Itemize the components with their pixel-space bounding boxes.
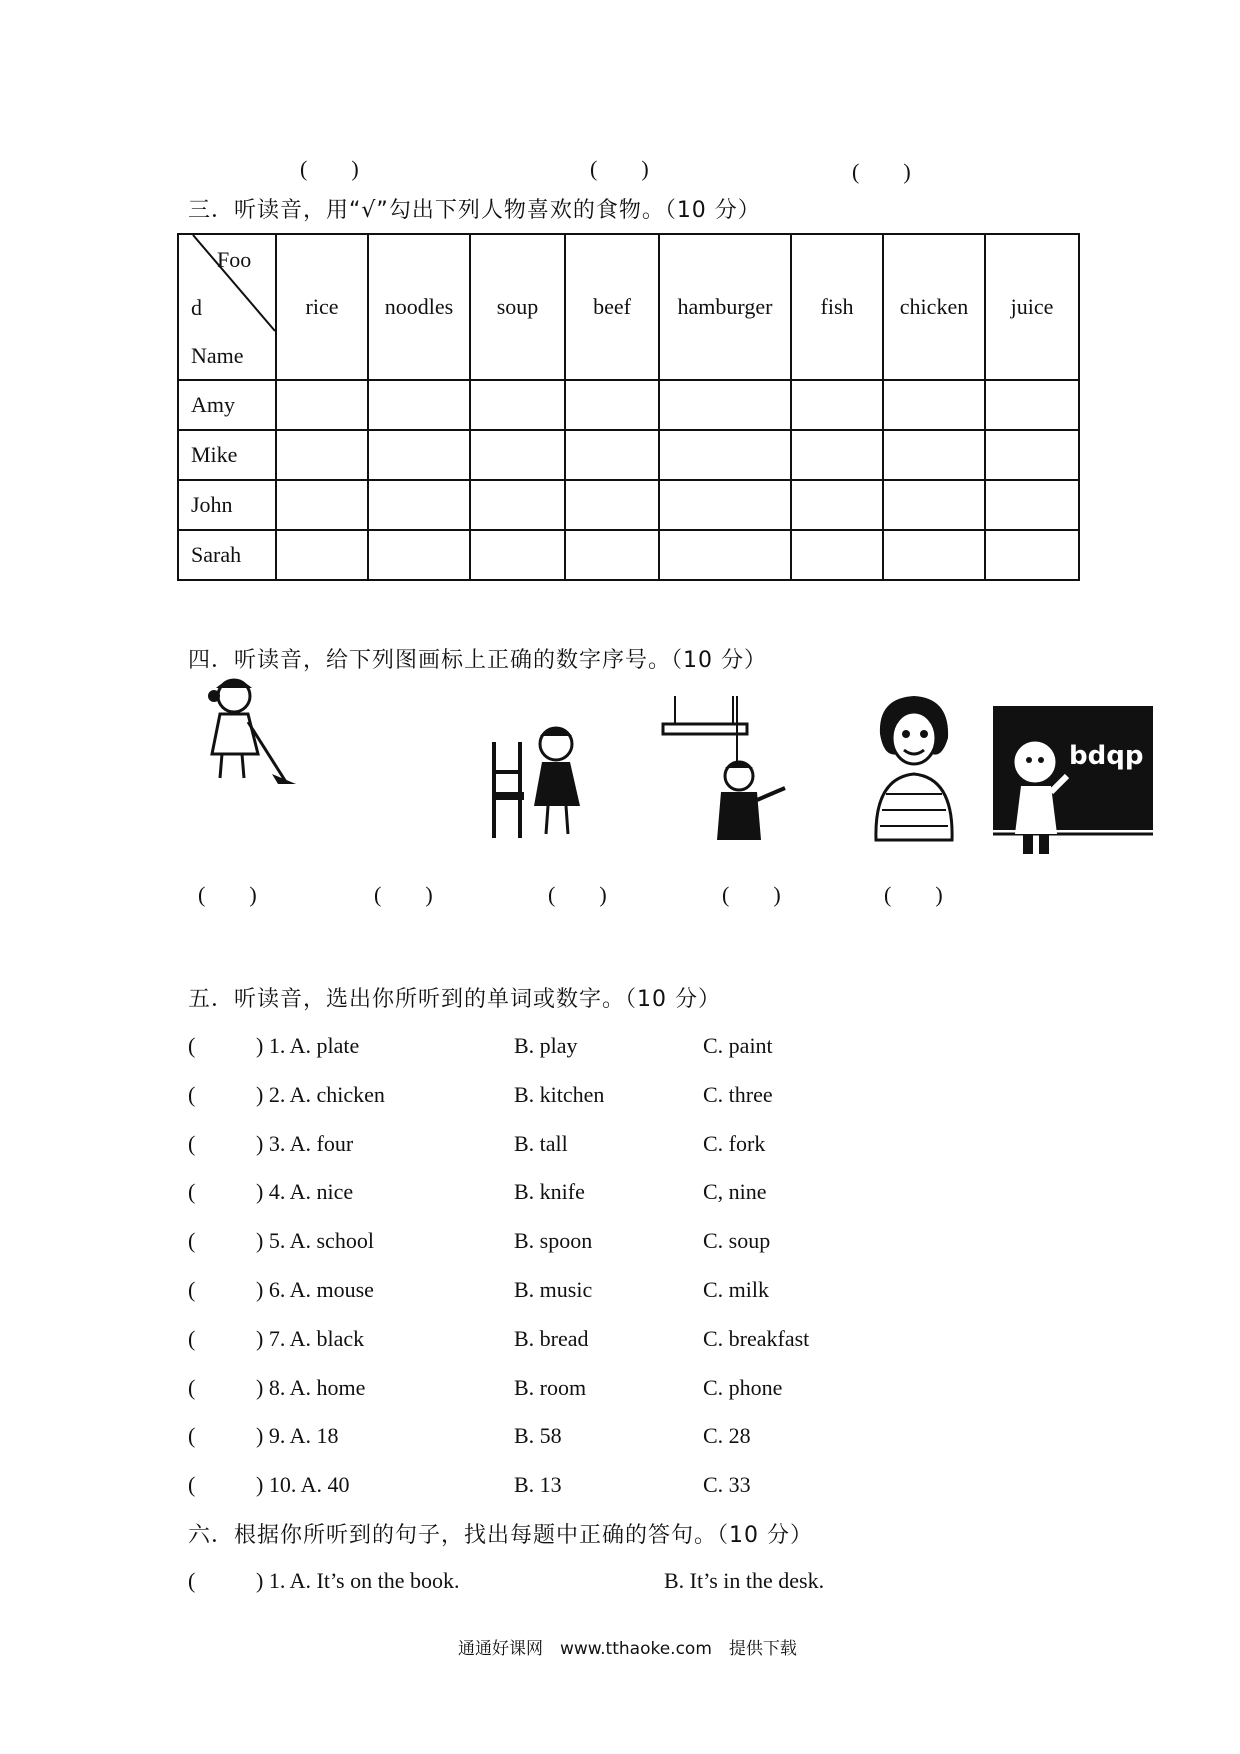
question-blank[interactable]: (	[188, 1277, 196, 1302]
option-c: C. fork	[703, 1131, 766, 1156]
check-cell[interactable]	[791, 430, 883, 480]
option-b: B. play	[514, 1033, 578, 1058]
check-cell[interactable]	[883, 380, 985, 430]
check-cell[interactable]	[368, 530, 470, 580]
food-header: hamburger	[659, 234, 791, 380]
check-cell[interactable]	[985, 530, 1079, 580]
check-cell[interactable]	[659, 530, 791, 580]
answer-blank[interactable]: ( )	[590, 156, 649, 181]
picture-blank[interactable]: ( )	[722, 882, 781, 907]
check-cell[interactable]	[276, 530, 368, 580]
section-6-title: 六．根据你所听到的句子，找出每题中正确的答句。（10 分）	[188, 1523, 813, 1548]
option-a: ) 1. A. It’s on the book.	[256, 1568, 460, 1593]
option-c: C. 28	[703, 1423, 751, 1448]
check-cell[interactable]	[659, 480, 791, 530]
check-cell[interactable]	[368, 480, 470, 530]
option-a: ) 2. A. chicken	[256, 1082, 385, 1107]
check-cell[interactable]	[659, 380, 791, 430]
question-blank[interactable]: (	[188, 1423, 196, 1448]
option-a: ) 6. A. mouse	[256, 1277, 374, 1302]
option-c: C. milk	[703, 1277, 770, 1302]
food-header: chicken	[883, 234, 985, 380]
check-cell[interactable]	[659, 430, 791, 480]
section-5-title: 五．听读音，选出你所听到的单词或数字。（10 分）	[188, 987, 721, 1012]
corner-name-label: Name	[191, 343, 244, 368]
check-cell[interactable]	[985, 480, 1079, 530]
option-b: B. knife	[514, 1179, 585, 1204]
question-blank[interactable]: (	[188, 1472, 196, 1497]
option-a: ) 1. A. plate	[256, 1033, 360, 1058]
option-b: B. 13	[514, 1472, 562, 1497]
section-3-title: 三．听读音，用“√”勾出下列人物喜欢的食物。（10 分）	[188, 198, 761, 223]
boy-light-picture	[655, 696, 795, 842]
option-c: C. phone	[703, 1375, 783, 1400]
option-a: ) 10. A. 40	[256, 1472, 350, 1497]
check-cell[interactable]	[470, 530, 565, 580]
question-blank[interactable]: (	[188, 1082, 196, 1107]
question-blank[interactable]: (	[188, 1326, 196, 1351]
check-cell[interactable]	[470, 480, 565, 530]
option-b: B. music	[514, 1277, 593, 1302]
table-row	[178, 530, 1079, 580]
picture-blank[interactable]: ( )	[884, 882, 943, 907]
option-b: B. room	[514, 1375, 587, 1400]
check-cell[interactable]	[791, 530, 883, 580]
girl-sweeping-picture	[186, 674, 296, 786]
corner-food-label-2: d	[191, 295, 202, 320]
food-header: juice	[985, 234, 1079, 380]
question-blank[interactable]: (	[188, 1033, 196, 1058]
check-cell[interactable]	[565, 380, 659, 430]
section-4-title: 四．听读音，给下列图画标上正确的数字序号。（10 分）	[188, 648, 767, 673]
option-a: ) 5. A. school	[256, 1228, 374, 1253]
girl-chair-picture	[488, 722, 592, 842]
person-name: Mike	[178, 430, 276, 480]
check-cell[interactable]	[883, 530, 985, 580]
check-cell[interactable]	[470, 430, 565, 480]
table-row	[178, 430, 1079, 480]
check-cell[interactable]	[470, 380, 565, 430]
option-c: C. three	[703, 1082, 773, 1107]
check-cell[interactable]	[883, 480, 985, 530]
corner-cell	[178, 234, 276, 380]
option-b: B. spoon	[514, 1228, 593, 1253]
question-blank[interactable]: (	[188, 1228, 196, 1253]
check-cell[interactable]	[985, 430, 1079, 480]
option-b: B. bread	[514, 1326, 589, 1351]
picture-blank[interactable]: ( )	[374, 882, 433, 907]
option-a: ) 3. A. four	[256, 1131, 354, 1156]
check-cell[interactable]	[565, 480, 659, 530]
option-a: ) 4. A. nice	[256, 1179, 354, 1204]
table-row	[178, 480, 1079, 530]
answer-blank[interactable]: ( )	[852, 159, 911, 184]
person-name: Amy	[178, 380, 276, 430]
check-cell[interactable]	[276, 380, 368, 430]
option-c: C. 33	[703, 1472, 751, 1497]
blackboard-picture	[993, 706, 1155, 856]
question-blank[interactable]: (	[188, 1131, 196, 1156]
option-b: B. tall	[514, 1131, 568, 1156]
question-blank[interactable]: (	[188, 1375, 196, 1400]
check-cell[interactable]	[565, 430, 659, 480]
page-footer: 通通好课网 www.tthaoke.com 提供下载	[458, 1639, 797, 1659]
check-cell[interactable]	[565, 530, 659, 580]
option-b: B. It’s in the desk.	[664, 1568, 825, 1593]
option-a: ) 9. A. 18	[256, 1423, 339, 1448]
woman-picture	[858, 694, 968, 842]
person-name: Sarah	[178, 530, 276, 580]
check-cell[interactable]	[791, 380, 883, 430]
option-a: ) 8. A. home	[256, 1375, 366, 1400]
question-blank[interactable]: (	[188, 1179, 196, 1204]
food-header: noodles	[368, 234, 470, 380]
option-b: B. 58	[514, 1423, 562, 1448]
food-header: beef	[565, 234, 659, 380]
food-table	[177, 233, 1080, 581]
check-cell[interactable]	[276, 430, 368, 480]
person-name: John	[178, 480, 276, 530]
check-cell[interactable]	[368, 380, 470, 430]
corner-food-label-1: Foo	[217, 247, 252, 272]
check-cell[interactable]	[791, 480, 883, 530]
check-cell[interactable]	[985, 380, 1079, 430]
option-c: C. paint	[703, 1033, 773, 1058]
option-a: ) 7. A. black	[256, 1326, 365, 1351]
food-header: rice	[276, 234, 368, 380]
option-c: C. soup	[703, 1228, 771, 1253]
picture-blank[interactable]: ( )	[198, 882, 257, 907]
option-c: C, nine	[703, 1179, 767, 1204]
option-b: B. kitchen	[514, 1082, 605, 1107]
question-blank[interactable]: (	[188, 1568, 196, 1593]
check-cell[interactable]	[276, 480, 368, 530]
picture-blank[interactable]: ( )	[548, 882, 607, 907]
food-header: soup	[470, 234, 565, 380]
table-row	[178, 380, 1079, 430]
board-text: bdqp	[1069, 741, 1144, 771]
food-header: fish	[791, 234, 883, 380]
option-c: C. breakfast	[703, 1326, 810, 1351]
check-cell[interactable]	[368, 430, 470, 480]
answer-blank[interactable]: ( )	[300, 156, 359, 181]
check-cell[interactable]	[883, 430, 985, 480]
